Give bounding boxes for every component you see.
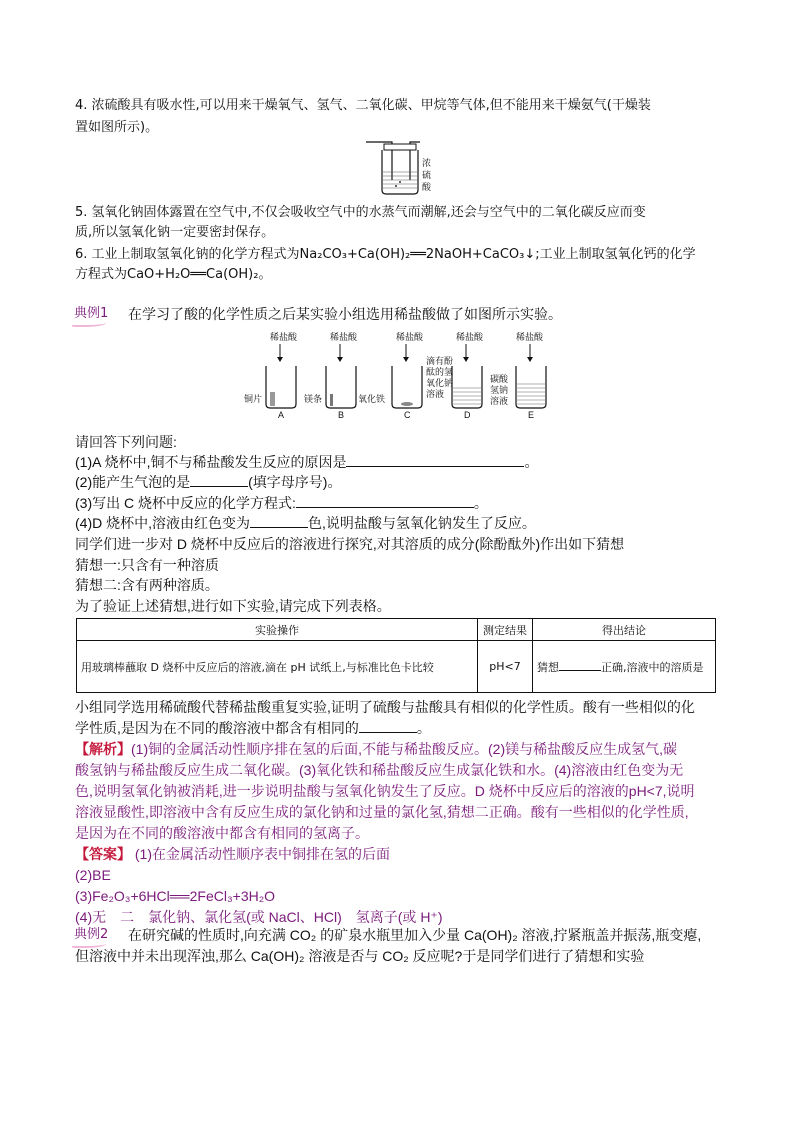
conclusion-text-a: 猜想 xyxy=(537,660,559,674)
drying-apparatus-figure xyxy=(362,136,442,196)
after-text-2 xyxy=(75,718,725,738)
analysis-line-5: 是因为在不同的酸溶液中都含有相同的氢离子。 xyxy=(75,825,369,841)
item-4-line-2: 置如图所示)。 xyxy=(75,120,159,135)
question-4-text: (4)D 烧杯中,溶液由红色变为 xyxy=(75,515,250,531)
question-3-blank[interactable] xyxy=(296,493,474,508)
table-cell-conclusion xyxy=(533,641,716,693)
table-header-result: 测定结果 xyxy=(478,619,533,641)
beaker-b-letter: B xyxy=(338,410,345,420)
after-text-1: 小组同学选用稀硫酸代替稀盐酸重复实验,证明了硫酸与盐酸具有相似的化学性质。酸有一些相似的化 xyxy=(75,699,695,715)
drying-label-1: 浓 xyxy=(422,158,432,168)
example-2-tag: 典例2 xyxy=(74,926,112,944)
answer-4: (4)无 二 氯化钠、氯化氢(或 NaCl、HCl) 氢离子(或 H⁺) xyxy=(75,909,443,925)
item-5-line-2: 质,所以氢氧化钠一定要密封保存。 xyxy=(75,225,275,240)
beaker-b xyxy=(304,331,358,420)
after-text-2-main: 学性质,是因为在不同的酸溶液中都含有相同的 xyxy=(75,720,359,736)
beaker-e-letter: E xyxy=(528,410,535,420)
conclusion-blank[interactable] xyxy=(559,659,601,671)
question-4-end: 色,说明盐酸与氢氧化钠发生了反应。 xyxy=(308,515,536,531)
acid-label-b: 稀盐酸 xyxy=(330,332,358,342)
example-1-intro: 在学习了酸的化学性质之后某实验小组选用稀盐酸做了如图所示实验。 xyxy=(128,306,562,322)
table-cell-operation: 用玻璃棒蘸取 D 烧杯中反应后的溶液,滴在 pH 试纸上,与标准比色卡比较 xyxy=(77,641,478,693)
after-text-2-end: 。 xyxy=(416,720,431,736)
answer-3: (3)Fe₂O₃+6HCl══2FeCl₃+3H₂O xyxy=(75,888,276,904)
beaker-c-letter: C xyxy=(404,410,411,420)
beaker-a-letter: A xyxy=(278,410,285,420)
question-2-blank[interactable] xyxy=(190,472,248,487)
drying-label-3: 酸 xyxy=(422,182,432,192)
further-inquiry: 同学们进一步对 D 烧杯中反应后的溶液进行探究,对其溶质的成分(除酚酞外)作出如下猜想 xyxy=(75,536,625,552)
example-2-line-2: 但溶液中并未出现浑浊,那么 Ca(OH)₂ 溶液是否与 CO₂ 反应呢?于是同学们进行了猜想和实验 xyxy=(75,948,645,964)
item-6-line-2: 方程式为CaO+H₂O══Ca(OH)₂。 xyxy=(75,267,272,282)
question-3-end: 。 xyxy=(473,495,488,511)
beaker-e-content-1: 碳酸 xyxy=(490,374,509,384)
question-3 xyxy=(75,493,725,513)
beaker-d-content-3: 氧化钠 xyxy=(426,378,454,388)
beaker-d xyxy=(426,331,484,420)
analysis-line-2: 酸氢钠与稀盐酸反应生成二氧化碳。(3)氧化铁和稀盐酸反应生成氯化铁和水。(4)溶液由红色变为无 xyxy=(75,762,684,778)
acid-label-c: 稀盐酸 xyxy=(396,332,424,342)
example-1-tag: 典例1 xyxy=(74,305,112,323)
answer-1: (1)在金属活动性顺序表中铜排在氢的后面 xyxy=(131,846,390,862)
acid-label-a: 稀盐酸 xyxy=(270,332,298,342)
analysis-line-3: 色,说明氢氧化钠被消耗,进一步说明盐酸与氢氧化钠发生了反应。D 烧杯中反应后的溶液的pH<7,说明 xyxy=(75,783,695,799)
beaker-d-letter: D xyxy=(464,410,471,420)
experiment-table xyxy=(76,618,716,693)
analysis-tag: 【解析】 xyxy=(75,741,131,757)
guess-1: 猜想一:只含有一种溶质 xyxy=(75,557,219,573)
question-1-end: 。 xyxy=(524,454,539,470)
drying-label-2: 硫 xyxy=(422,170,432,180)
example-2-line-1: 在研究碱的性质时,向充满 CO₂ 的矿泉水瓶里加入少量 Ca(OH)₂ 溶液,拧紧瓶盖并振荡,瓶变瘪, xyxy=(128,927,702,943)
beaker-c xyxy=(358,331,424,420)
after-text-2-blank[interactable] xyxy=(359,718,417,733)
beaker-b-content: 镁条 xyxy=(304,394,323,404)
beaker-d-content-4: 溶液 xyxy=(426,389,445,399)
question-1-blank[interactable] xyxy=(346,452,524,467)
question-1 xyxy=(75,452,725,472)
beaker-d-content-2: 酞的氢 xyxy=(426,367,454,377)
question-4 xyxy=(75,513,725,533)
acid-label-e: 稀盐酸 xyxy=(516,332,544,342)
table-cell-result: pH<7 xyxy=(478,641,533,693)
table-header-conclusion: 得出结论 xyxy=(533,619,716,641)
question-4-blank[interactable] xyxy=(250,513,308,528)
question-1-text: (1)A 烧杯中,铜不与稀盐酸发生反应的原因是 xyxy=(75,454,347,470)
question-3-text: (3)写出 C 烧杯中反应的化学方程式: xyxy=(75,495,296,511)
question-2 xyxy=(75,472,725,492)
item-5-line-1: 5. 氢氧化钠固体露置在空气中,不仅会吸收空气中的水蒸气而潮解,还会与空气中的二氧化碳反应而变 xyxy=(75,205,646,220)
beaker-c-content: 氧化铁 xyxy=(358,394,386,404)
answer-line-1 xyxy=(75,844,725,864)
question-2-end: (填字母序号)。 xyxy=(248,474,342,490)
guess-2: 猜想二:含有两种溶质。 xyxy=(75,577,219,593)
conclusion-text-b: 正确,溶液中的溶质是 xyxy=(601,660,704,674)
beaker-d-content-1: 滴有酚 xyxy=(426,356,454,366)
analysis-line-1-text: (1)铜的金属活动性顺序排在氢的后面,不能与稀盐酸反应。(2)镁与稀盐酸反应生成氢气,碳 xyxy=(131,741,677,757)
item-4-line-1: 4. 浓硫酸具有吸水性,可以用来干燥氧气、氢气、二氧化碳、甲烷等气体,但不能用来干燥氨气(干燥装 xyxy=(75,98,651,113)
analysis-line-1 xyxy=(75,739,725,759)
question-prompt: 请回答下列问题: xyxy=(75,434,177,450)
beaker-e-content-2: 氢钠 xyxy=(490,385,509,395)
beaker-a xyxy=(244,331,298,420)
analysis-line-4: 溶液显酸性,即溶液中含有反应生成的氯化钠和过量的氯化氢,猜想二正确。酸有一些相似的化学性质, xyxy=(75,804,689,820)
acid-label-d: 稀盐酸 xyxy=(456,332,484,342)
item-6-line-1: 6. 工业上制取氢氧化钠的化学方程式为Na₂CO₃+Ca(OH)₂══2NaOH+CaCO₃↓;工业上制取氢氧化钙的化学 xyxy=(75,247,696,262)
beaker-experiment-figure xyxy=(240,330,560,422)
answer-tag: 【答案】 xyxy=(75,846,131,862)
beaker-e xyxy=(490,331,546,420)
question-2-text: (2)能产生气泡的是 xyxy=(75,474,191,490)
answer-2: (2)BE xyxy=(75,867,111,883)
table-header-operation: 实验操作 xyxy=(77,619,478,641)
verify-instruction: 为了验证上述猜想,进行如下实验,请完成下列表格。 xyxy=(75,598,391,614)
beaker-a-content: 铜片 xyxy=(244,394,263,404)
beaker-e-content-3: 溶液 xyxy=(490,396,509,406)
